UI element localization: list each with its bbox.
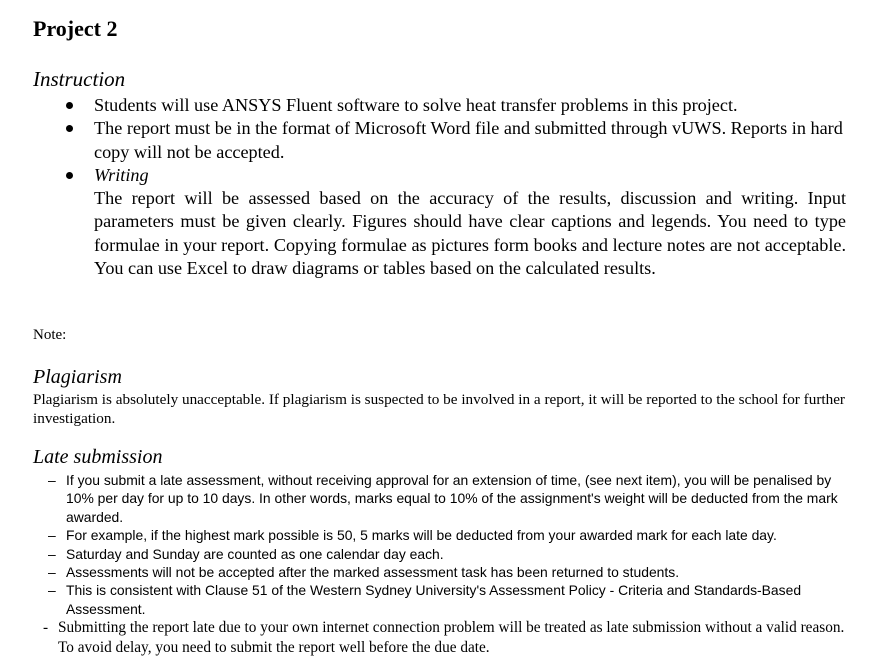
dash-bullet: – bbox=[48, 472, 56, 488]
plagiarism-body: Plagiarism is absolutely unacceptable. If plagiarism is suspected to be involved in a report, it will be reported to the school for further investigation. bbox=[33, 391, 845, 427]
note-label: Note: bbox=[33, 327, 67, 343]
late-submission-list bbox=[48, 471, 838, 618]
list-item bbox=[48, 563, 838, 581]
list-item bbox=[62, 94, 852, 117]
writing-body: The report will be assessed based on the accuracy of the results, discussion and writing. Input parameters must be given clearly. Figures should have clear captions and legends. You need to type formulae in your report. Copying formulae as pictures form books and lecture notes are not acceptable. You can use Excel to draw diagrams or tables based on the calculated results. bbox=[94, 188, 846, 279]
dash-bullet: – bbox=[48, 564, 56, 581]
dash-bullet: – bbox=[48, 545, 56, 562]
late-item-text: This is consistent with Clause 51 of the Western Sydney University's Assessment Policy - Criteria and Standards-Based Assessment. bbox=[66, 582, 802, 617]
page-title: Project 2 bbox=[33, 16, 118, 41]
list-item bbox=[48, 471, 838, 526]
instruction-list bbox=[62, 94, 852, 280]
late-final-item-text: Submitting the report late due to your own internet connection problem will be treated as late submission without a valid reason. To avoid delay, you need to submit the report well before the due date. bbox=[58, 619, 845, 656]
late-item-text: Saturday and Sunday are counted as one calendar day each. bbox=[66, 545, 444, 562]
late-item-text: Assessments will not be accepted after the marked assessment task has been returned to students. bbox=[66, 564, 680, 581]
late-item-text: If you submit a late assessment, without receiving approval for an extension of time, (see next item), you will be penalised by 10% per day for up to 10 days. In other words, marks equal to 10% of the assignment's weight will be deducted from the mark awarded. bbox=[66, 472, 838, 525]
dash-bullet: – bbox=[48, 527, 56, 544]
instruction-bullet-text: The report must be in the format of Microsoft Word file and submitted through vUWS. Reports in hard copy will not be accepted. bbox=[94, 118, 843, 162]
dash-bullet: - bbox=[43, 619, 49, 636]
list-item bbox=[48, 545, 838, 563]
writing-heading: Writing bbox=[94, 164, 149, 185]
late-item-text: For example, if the highest mark possible is 50, 5 marks will be deducted from your awarded mark for each late day. bbox=[66, 527, 777, 544]
late-submission-heading: Late submission bbox=[33, 446, 163, 468]
instruction-bullet-text: Students will use ANSYS Fluent software to solve heat transfer problems in this project. bbox=[94, 95, 738, 115]
bullet-icon bbox=[66, 102, 73, 109]
late-final-item bbox=[43, 618, 853, 657]
list-item bbox=[62, 164, 852, 280]
dash-bullet: – bbox=[48, 582, 56, 599]
bullet-icon bbox=[66, 125, 73, 132]
instruction-heading: Instruction bbox=[33, 67, 126, 91]
list-item bbox=[48, 526, 838, 544]
list-item bbox=[62, 117, 852, 164]
list-item bbox=[48, 581, 838, 618]
plagiarism-heading: Plagiarism bbox=[33, 366, 122, 388]
bullet-icon bbox=[66, 172, 73, 179]
